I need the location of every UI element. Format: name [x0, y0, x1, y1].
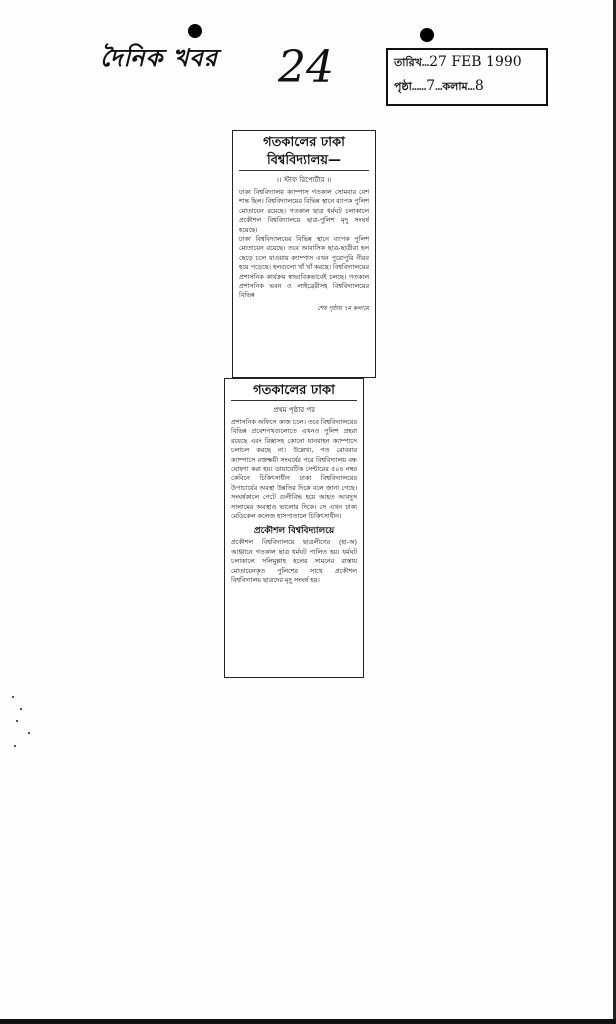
continued-note: শেষ পৃষ্ঠায় ৭ম কলামে — [317, 304, 369, 312]
headline-line-2: বিশ্ববিদ্যালয়— — [266, 153, 342, 168]
archive-date-stamp: তারিখ … 27 FEB 1990 পৃষ্ঠা …… 7 … কলাম … 8 — [386, 48, 548, 106]
clipping-continuation-headline: গতকালের ঢাকা — [231, 382, 357, 401]
clipping-paragraph-1: ঢাকা বিশ্ববিদ্যালয় ক্যাম্পাস গতকাল সোমবার বেশ শান্ত ছিল। বিশ্ববিদ্যালয়ের বিভিন্ন স্থানে ব্যাপক পুলিশ মোতায়েন রয়েছে। গতকাল ছাত্র ধর্মঘট চলাকালে প্রকৌশল বিশ্ববিদ্যালয়ে ছাত্র-পুলিশ মৃদু সংঘর্ষ হয়েছে। — [239, 188, 369, 234]
stamp-page-value: 7 — [426, 78, 436, 94]
continued-from-note: প্রথম পৃষ্ঠার পর — [273, 406, 315, 414]
stamp-date-label: তারিখ — [394, 56, 422, 69]
news-clipping-part-1 — [232, 130, 376, 378]
headline-line-1: গতকালের ঢাকা — [263, 135, 345, 150]
scan-edge-bottom — [0, 1019, 616, 1024]
punch-hole-left — [188, 24, 202, 38]
clipping-headline — [239, 134, 369, 171]
clipping-byline: ।। স্টাফ রিপোর্টার ।। — [276, 176, 332, 184]
clipping-subhead: প্রকৌশল বিশ্ববিদ্যালয়ে — [253, 526, 335, 537]
newspaper-masthead: দৈনিক খবর — [100, 44, 218, 72]
scan-speckles — [8, 690, 48, 760]
clipping-paragraph-2: ঢাকা বিশ্ববিদ্যালয়ের বিভিন্ন স্থানে ব্যাপক পুলিশ মোতায়েন রয়েছে। তবে আবাসিক ছাত্র-ছাত্রীরা হল ছেড়ে চলে যাওয়ায় ক্যাম্পাস এখন পুরোপুরি নীরব হয়ে পড়েছে। হলগুলো খাঁ খাঁ করছে। বিশ্ববিদ্যালয়ের প্রশাসনিক কার্যক্রম স্বাভাবিকভাবেই চলছে। গতকাল প্রশাসনিক ভবন ও লাইব্রেরীসহ বিশ্ববিদ্যালয়ের বিভিন্ন — [239, 235, 369, 300]
punch-hole-right — [420, 28, 434, 42]
stamp-page-label: পৃষ্ঠা — [394, 80, 412, 93]
handwritten-folio-number: 24 — [278, 42, 334, 93]
stamp-column-label: কলাম — [442, 80, 468, 93]
clipping-paragraph-3: প্রশাসনিক অফিসে কাজ চলে। তবে বিশ্ববিদ্যালয়ের বিভিন্ন প্রবেশপথগুলোতে এখনও পুলিশ প্রহরা রয়েছে এবং রিক্সাসহ কোনো যানবাহন ক্যাম্পাসে চলাচল করছে না। উল্লেখ্য, গত রোববার ক্যাম্পাসে রক্তক্ষয়ী সংঘর্ষের পরে বিশ্ববিদ্যালয় বন্ধ ঘোষণা করা হয়। ডায়াবেটিক সেন্টারের ৫০৪ নম্বর কেবিনে চিকিৎসাধীন ঢাকা বিশ্ববিদ্যালয়ের উপাচার্যের অবস্থা উন্নতির দিকে বলে জানা গেছে। সংঘর্ষকালে পেটে গুলীবিদ্ধ হয়ে আহত আবদুস সালামের অবস্থাও ভালোর দিকে। সে এখন ঢাকা মেডিকেল কলেজ হাসপাতালে চিকিৎসাধীন। — [231, 418, 357, 521]
stamp-column-value: 8 — [474, 78, 484, 94]
clipping-paragraph-4: প্রকৌশল বিশ্ববিদ্যালয়ে ছাত্রলীগের (হা-অ) আহ্বানে গতকাল ছাত্র ধর্মঘট পালিত হয়। ধর্মঘট চলাকালে সলিমুল্লাহ হলের সামনের রাস্তায় মোতায়েনকৃত পুলিশের সাথে প্রকৌশল বিশ্ববিদ্যালয় ছাত্রদের মৃদু সংঘর্ষ হয়। — [231, 538, 357, 585]
stamp-date-value: 27 FEB 1990 — [429, 54, 522, 70]
news-clipping-part-2 — [224, 378, 364, 678]
